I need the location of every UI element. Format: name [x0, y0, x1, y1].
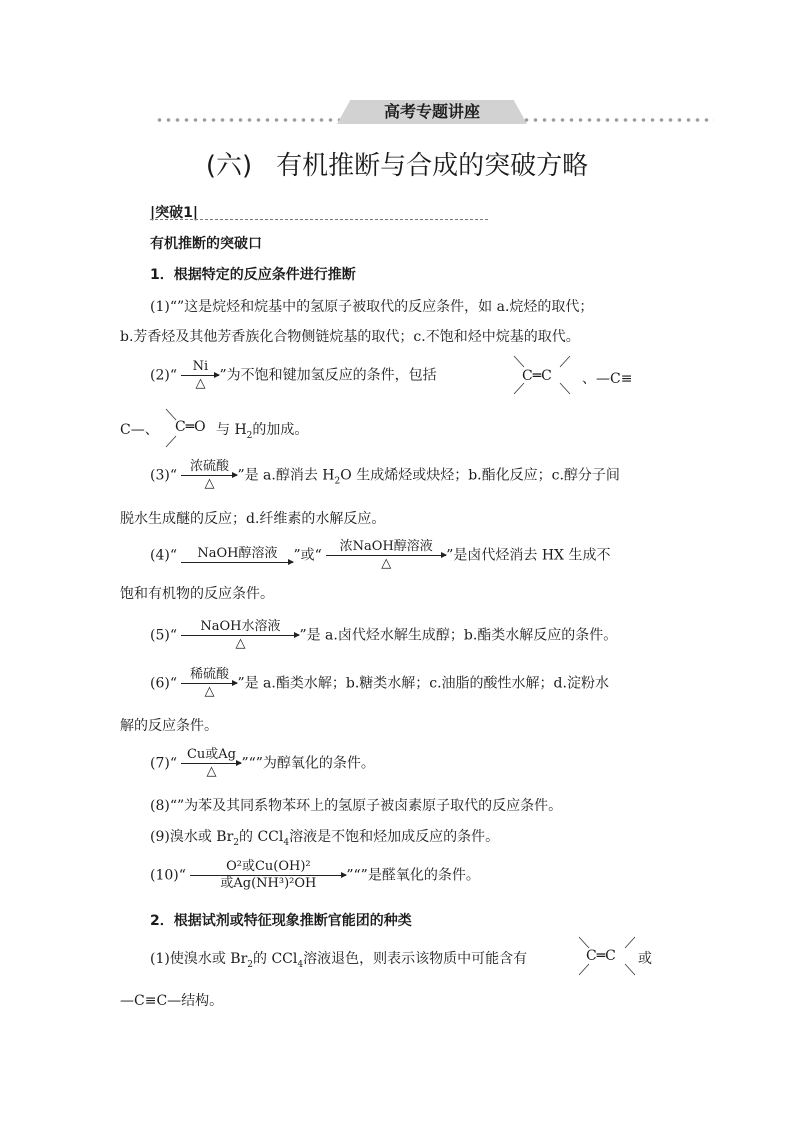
- item6-line2: 解的反应条件。: [120, 718, 218, 734]
- reaction-arrow-naoh-water: NaOH水溶液 △: [181, 620, 299, 651]
- item8-line1: (8)“”为苯及其同系物苯环上的氢原子被卤素原子取代的反应条件。: [150, 798, 563, 814]
- section2-item1-or: 或: [638, 951, 652, 967]
- reaction-arrow-dilute-h2so4: 稀硫酸 △: [181, 668, 237, 699]
- alkyne-fragment: 、—C≡: [582, 371, 633, 387]
- item1-line2: b.芳香烃及其他芳香族化合物侧链烷基的取代；c.不饱和烃中烷基的取代。: [120, 329, 580, 345]
- intro-heading: 有机推断的突破口: [150, 236, 262, 252]
- alkene-formula: C═C: [522, 368, 552, 384]
- carbonyl-formula: C═O: [175, 419, 206, 435]
- reaction-arrow-naoh-alcohol: NaOH醇溶液: [181, 547, 293, 564]
- item5-line1: (5)“ NaOH水溶液 △ ”是 a.卤代烃水解生成醇；b.酯类水解反应的条件。: [150, 619, 618, 651]
- section2-heading: 2．根据试剂或特征现象推断官能团的种类: [150, 913, 412, 929]
- item10-line1: (10)“ O²或Cu(OH)² 或Ag(NH³)²OH ”“”是醛氧化的条件。: [150, 859, 480, 891]
- banner-dots-right: [522, 118, 714, 122]
- item1-line1: (1)“”这是烷烃和烷基中的氢原子被取代的反应条件，如 a.烷烃的取代；: [150, 299, 594, 315]
- reaction-arrow-cu-ag: Cu或Ag △: [181, 748, 241, 779]
- tag-divider: [150, 219, 488, 220]
- reaction-arrow-ni: Ni △: [181, 360, 219, 391]
- item7-line1: (7)“ Cu或Ag △ ”“”为醇氧化的条件。: [150, 747, 375, 779]
- page-title: [0, 145, 794, 182]
- item2-line2-a: C—、: [120, 422, 159, 438]
- item9-line1: (9)溴水或 $Br_2$的 CCl$_4$溶液是不饱和烃加成反应的条件。: [150, 829, 500, 848]
- section1-heading: 1．根据特定的反应条件进行推断: [150, 267, 356, 283]
- title-text: 有机推断与合成的突破方略: [276, 151, 589, 181]
- reaction-arrow-aldehyde-oxidation: O²或Cu(OH)² 或Ag(NH³)²OH: [190, 860, 346, 891]
- reaction-arrow-conc-h2so4: 浓硫酸 △: [181, 460, 237, 491]
- item4-line2: 饱和有机物的反应条件。: [120, 586, 274, 602]
- breakthrough-tag: |突破1|: [150, 205, 198, 221]
- item2-line1: (2)“ Ni △ ”为不饱和键加氢反应的条件，包括: [150, 359, 437, 391]
- section2-item1-line1: (1)使溴水或 $Br_2$的 CCl$_4$溶液退色，则表示该物质中可能含有: [150, 951, 528, 970]
- item6-line1: (6)“ 稀硫酸 △ ”是 a.酯类水解；b.糖类水解；c.油脂的酸性水解；d.淀粉水: [150, 667, 609, 699]
- item2-line2-b: 与 $H_2$的加成。: [216, 422, 309, 441]
- alkene-formula-2: C═C: [586, 948, 616, 964]
- section2-item1-line2: —C≡C—结构。: [120, 993, 224, 1009]
- title-prefix: (六): [205, 151, 253, 181]
- banner-dots-left: [155, 118, 345, 122]
- item3-line2: 脱水生成醚的反应；d.纤维素的水解反应。: [120, 511, 386, 527]
- reaction-arrow-conc-naoh-alcohol: 浓NaOH醇溶液 △: [326, 540, 446, 571]
- item4-line1: (4)“ NaOH醇溶液 ”或“ 浓NaOH醇溶液 △ ”是卤代烃消去 HX 生成不: [150, 539, 611, 571]
- item3-line1: (3)“ 浓硫酸 △ ”是 a.醇消去 $H_2O$ 生成烯烃或炔烃；b.酯化反应；c.醇分子间: [150, 459, 620, 491]
- banner-title: 高考专题讲座: [383, 102, 480, 121]
